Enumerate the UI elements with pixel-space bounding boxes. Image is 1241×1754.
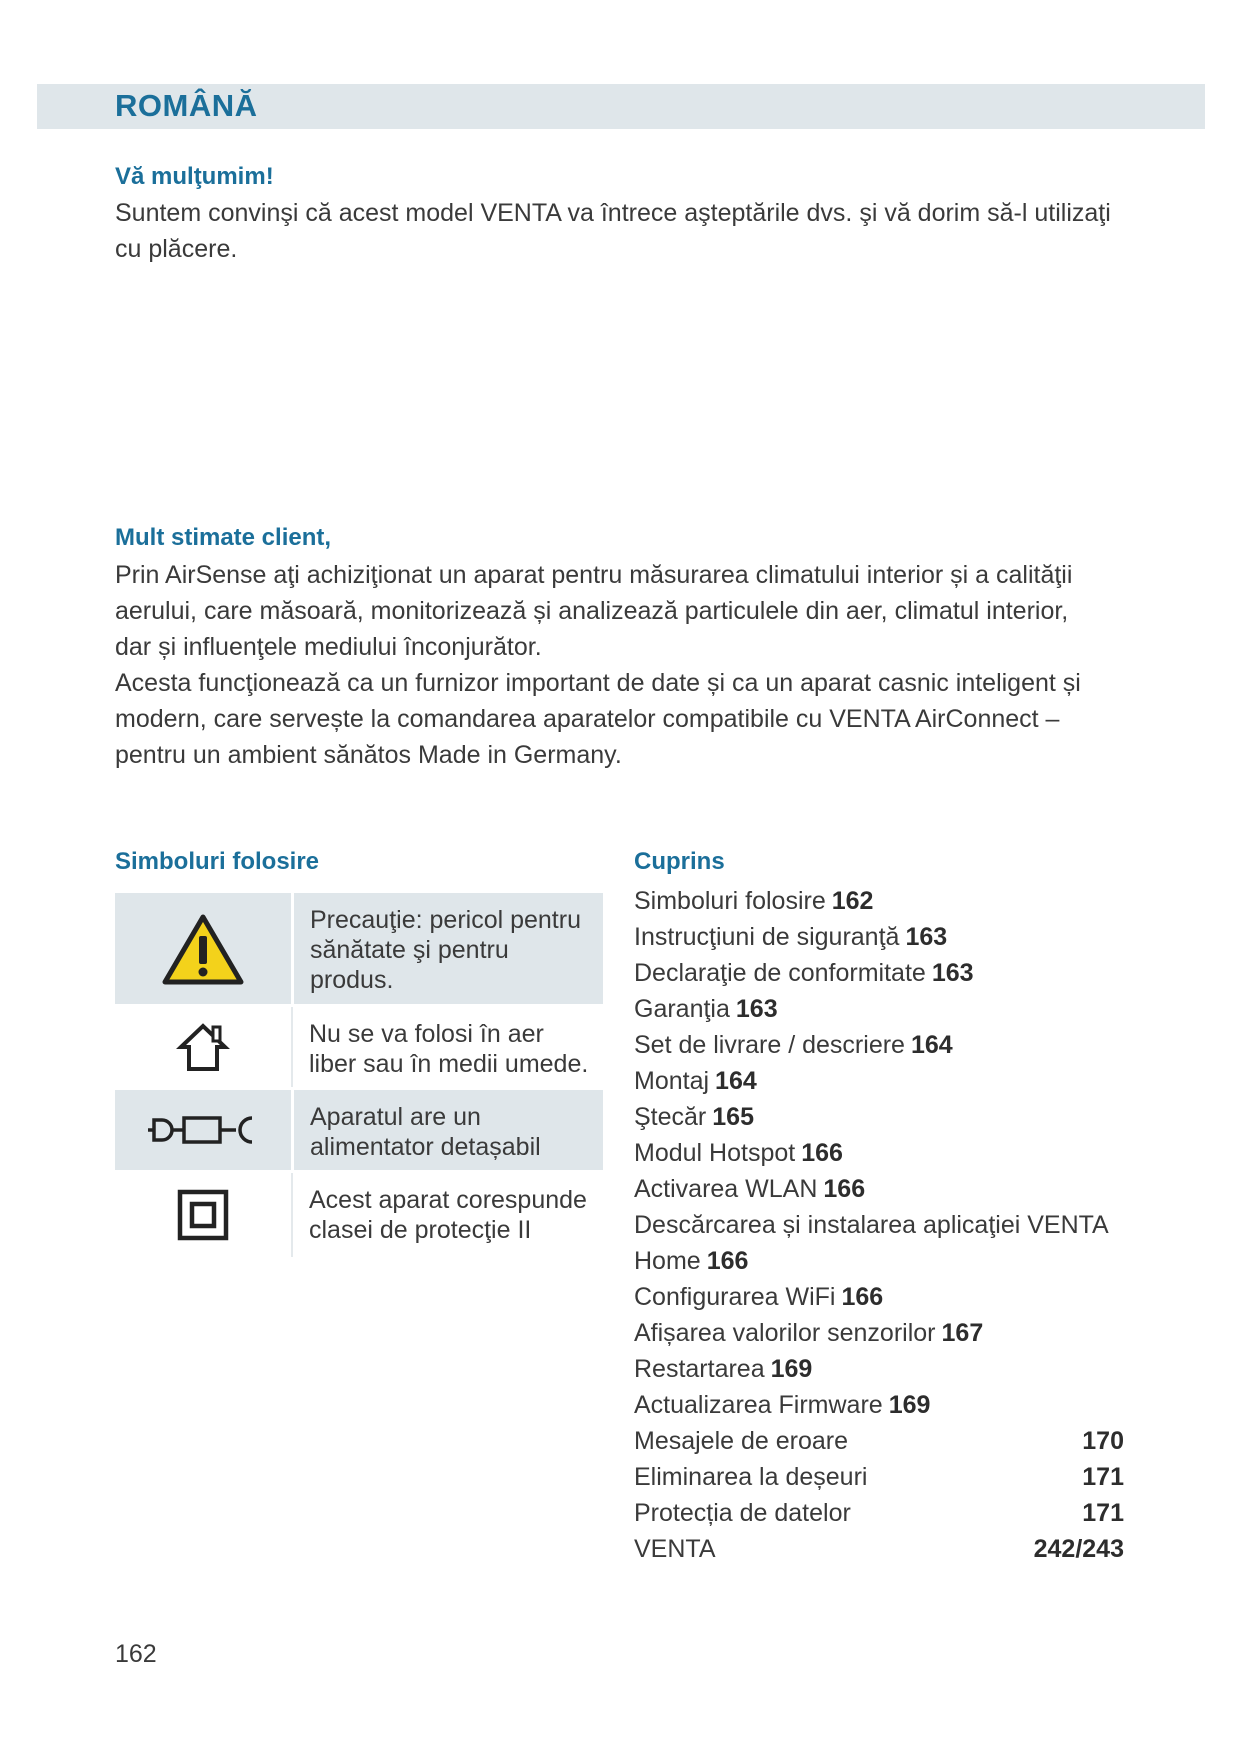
- toc-item[interactable]: [634, 1279, 1124, 1315]
- symbols-title: Simboluri folosire: [115, 848, 320, 875]
- toc-item[interactable]: [634, 1099, 1124, 1135]
- protection-class-ii-icon: [115, 1173, 293, 1257]
- toc-label: Montaj: [634, 1067, 710, 1095]
- thanks-paragraph: Suntem convinşi că acest model VENTA va întrece aşteptările dvs. şi vă dorim să-l utilizaţi cu plăcere.: [115, 199, 1111, 263]
- symbol-row: [115, 1007, 603, 1090]
- toc-item[interactable]: [634, 991, 1124, 1027]
- toc-item[interactable]: [634, 1495, 1124, 1531]
- symbol-row: [115, 1173, 603, 1260]
- toc-item[interactable]: [634, 955, 1124, 991]
- toc-page: 164: [910, 1031, 953, 1059]
- toc-page: 166: [823, 1175, 866, 1203]
- toc-item[interactable]: [634, 1423, 1124, 1459]
- toc-item[interactable]: [634, 919, 1124, 955]
- symbol-text: Precauţie: pericol pentru sănătate şi pentru produs.: [310, 906, 581, 994]
- toc-page: 169: [770, 1355, 813, 1383]
- toc-item[interactable]: [634, 1459, 1124, 1495]
- client-text: [115, 557, 1105, 773]
- toc-item[interactable]: [634, 1387, 1124, 1423]
- toc-page: 170: [1082, 1427, 1124, 1455]
- warning-triangle-icon: [115, 893, 294, 1004]
- toc-page: 163: [905, 923, 948, 951]
- symbol-text: Acest aparat corespunde clasei de protecţie II: [309, 1186, 587, 1244]
- toc-label: Activarea WLAN: [634, 1175, 818, 1203]
- toc-page: 164: [715, 1067, 757, 1095]
- toc-item[interactable]: [634, 1351, 1124, 1387]
- toc-page: 171: [1082, 1499, 1124, 1527]
- toc-label: Descărcarea și instalarea aplicaţiei VENTA Home: [634, 1211, 1108, 1275]
- toc-label: Afișarea valorilor senzorilor: [634, 1319, 936, 1347]
- table-of-contents: [634, 883, 1124, 1567]
- language-title: ROMÂNĂ: [115, 88, 258, 123]
- toc-item[interactable]: [634, 1207, 1124, 1279]
- toc-title: Cuprins: [634, 848, 725, 875]
- toc-item[interactable]: [634, 1315, 1124, 1351]
- symbols-table: [115, 893, 603, 1260]
- thanks-title: Vă mulţumim!: [115, 163, 274, 190]
- toc-page: 242/243: [1033, 1535, 1124, 1563]
- toc-item[interactable]: [634, 1135, 1124, 1171]
- client-title: Mult stimate client,: [115, 524, 332, 551]
- toc-page: 171: [1082, 1463, 1124, 1491]
- client-paragraph-1: Prin AirSense aţi achiziţionat un aparat pentru măsurarea climatului interior și a calităţii aerului, care măsoară, monitorizează și analizează particulele din aer, climatul interior, dar și influenţele mediului înconjurător.: [115, 561, 1073, 661]
- toc-label: Declaraţie de conformitate: [634, 959, 926, 987]
- toc-item[interactable]: [634, 1027, 1124, 1063]
- toc-label: Configurarea WiFi: [634, 1283, 836, 1311]
- indoor-use-only-icon: [115, 1007, 293, 1087]
- toc-page: 166: [706, 1247, 749, 1275]
- toc-label: Actualizarea Firmware: [634, 1391, 883, 1419]
- symbol-row: [115, 1090, 603, 1173]
- toc-page: 163: [735, 995, 778, 1023]
- toc-page: 167: [941, 1319, 984, 1347]
- toc-item[interactable]: [634, 1063, 1124, 1099]
- symbol-row: [115, 893, 603, 1007]
- toc-page: 163: [931, 959, 974, 987]
- toc-item[interactable]: [634, 1531, 1124, 1567]
- toc-page: 165: [712, 1103, 754, 1131]
- toc-label: Ştecăr: [634, 1103, 707, 1131]
- toc-label: Mesajele de eroare: [634, 1427, 849, 1455]
- client-paragraph-2: Acesta funcţionează ca un furnizor important de date și ca un aparat casnic inteligent și modern, care servește la comandarea aparatelor compatibile cu VENTA AirConnect – pentru un ambient sănătos Made in Germany.: [115, 669, 1081, 769]
- toc-label: Garanţia: [634, 995, 730, 1023]
- page-number: 162: [115, 1640, 157, 1668]
- toc-item[interactable]: [634, 1171, 1124, 1207]
- toc-label: Instrucţiuni de siguranţă: [634, 923, 900, 951]
- toc-label: Protecția de datelor: [634, 1499, 851, 1527]
- toc-label: VENTA: [634, 1535, 716, 1563]
- toc-page: 169: [888, 1391, 931, 1419]
- toc-label: Modul Hotspot: [634, 1139, 796, 1167]
- toc-page: 162: [831, 887, 874, 915]
- toc-label: Eliminarea la deșeuri: [634, 1463, 868, 1491]
- symbol-text: Nu se va folosi în aer liber sau în medii umede.: [309, 1020, 589, 1078]
- toc-label: Simboluri folosire: [634, 887, 826, 915]
- toc-label: Restartarea: [634, 1355, 765, 1383]
- symbol-text: Aparatul are un alimentator detașabil: [310, 1103, 541, 1161]
- detachable-power-supply-icon: [115, 1090, 294, 1170]
- thanks-text: [115, 195, 1115, 267]
- toc-label: Set de livrare / descriere: [634, 1031, 905, 1059]
- toc-item[interactable]: [634, 883, 1124, 919]
- toc-page: 166: [841, 1283, 884, 1311]
- toc-page: 166: [801, 1139, 843, 1167]
